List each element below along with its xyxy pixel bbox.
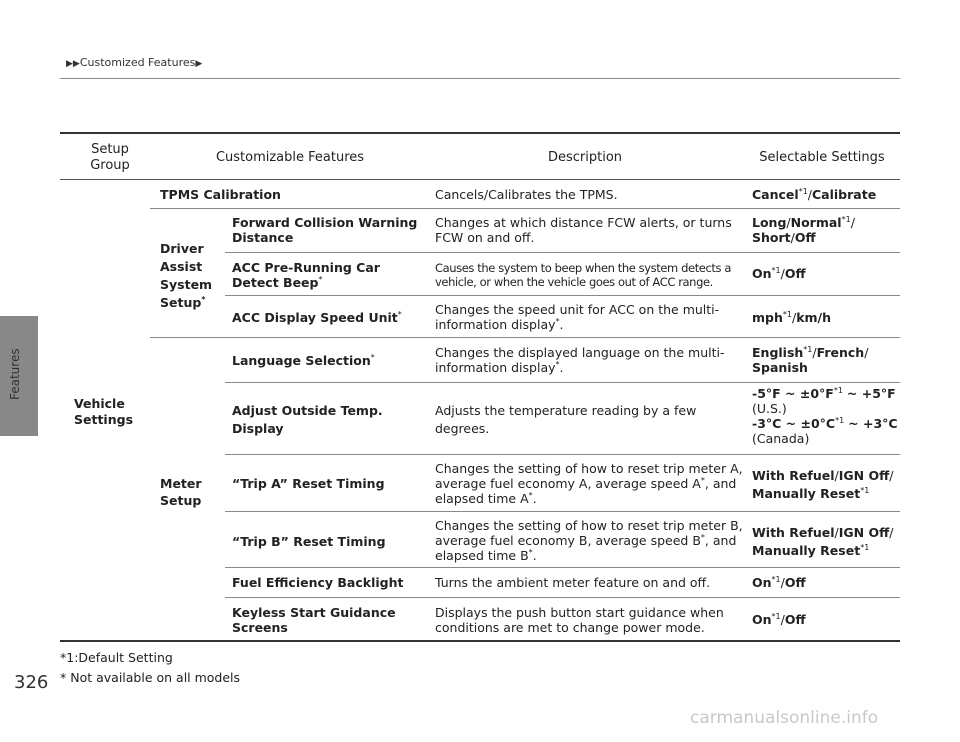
breadcrumb-text: Customized Features	[79, 56, 196, 69]
row-rule	[225, 382, 900, 383]
subgroup-driver-assist: Driver Assist System Setup*	[160, 241, 213, 310]
table-bottom-rule	[60, 640, 900, 642]
settings-trip-a: With Refuel/IGN Off/ Manually Reset$^{*1}$	[752, 468, 894, 501]
desc-acc-beep: Causes the system to beep when the system detects a vehicle, or when the vehicle goes out of ACC range.	[435, 261, 732, 289]
footnote-not-all: * Not available on all models	[60, 670, 241, 685]
watermark: carmanualsonline.info	[690, 708, 879, 728]
feature-fcw: Forward Collision Warning Distance	[232, 215, 418, 245]
settings-trip-b: With Refuel/IGN Off/ Manually Reset$^{*1}$	[752, 525, 894, 558]
header-features: Customizable Features	[215, 150, 365, 165]
settings-acc-beep: On$^{*1}$/Off	[752, 265, 806, 281]
feature-keyless: Keyless Start Guidance Screens	[232, 605, 396, 635]
settings-temp: -5°F ~ $\pm 0^\circ F^{*1}$ ~ +5°F (U.S.) -3°C ~ $\pm 0^\circ C^{*1}$ ~ +3°C (Canada)	[752, 385, 898, 446]
footnote-default: *1:Default Setting	[60, 650, 173, 665]
header-bottom-rule	[60, 179, 900, 180]
breadcrumb: ▶▶Customized Features▶	[66, 56, 203, 69]
settings-keyless: On$^{*1}$/Off	[752, 611, 806, 627]
feature-language: Language Selection*	[232, 352, 375, 368]
header-description: Description	[547, 150, 623, 165]
row-rule	[150, 208, 900, 209]
settings-fuel-backlight: On$^{*1}$/Off	[752, 574, 806, 590]
desc-trip-a: Changes the setting of how to reset trip meter A, average fuel economy A, average speed A*, and elapsed time A*.	[435, 461, 743, 506]
row-rule	[225, 511, 900, 512]
feature-trip-a: “Trip A” Reset Timing	[232, 476, 385, 491]
desc-fcw: Changes at which distance FCW alerts, or turns FCW on and off.	[435, 215, 732, 245]
desc-language: Changes the displayed language on the multi- information display*.	[435, 345, 725, 375]
feature-trip-b: “Trip B” Reset Timing	[232, 534, 386, 549]
settings-language: English$^{*1}$/French/ Spanish	[752, 344, 869, 375]
settings-fcw: Long/Normal$^{*1}$/ Short/Off	[752, 214, 855, 245]
feature-acc-beep: ACC Pre-Running Car Detect Beep*	[232, 260, 380, 290]
subgroup-meter-setup: Meter Setup	[160, 476, 202, 508]
desc-acc-unit: Changes the speed unit for ACC on the multi- information display*.	[435, 302, 720, 332]
row-rule	[225, 252, 900, 253]
row-rule	[225, 295, 900, 296]
desc-keyless: Displays the push button start guidance when conditions are met to change power mode.	[435, 605, 724, 635]
feature-fuel-backlight: Fuel Efficiency Backlight	[232, 575, 404, 590]
settings-acc-unit: mph$^{*1}$/km/h	[752, 309, 831, 325]
row-rule	[225, 597, 900, 598]
feature-tpms: TPMS Calibration	[160, 187, 281, 202]
desc-temp: Adjusts the temperature reading by a few degrees.	[435, 403, 697, 436]
row-rule	[150, 337, 900, 338]
feature-temp: Adjust Outside Temp. Display	[232, 403, 383, 436]
header-rule	[60, 78, 900, 79]
settings-tpms: Cancel$^{*1}$/Calibrate	[752, 186, 877, 202]
group-vehicle-settings: Vehicle Settings	[74, 396, 134, 427]
header-settings: Selectable Settings	[759, 150, 885, 165]
side-tab-label: Features	[8, 348, 22, 400]
table-top-rule	[60, 132, 900, 134]
feature-acc-unit: ACC Display Speed Unit*	[232, 309, 402, 325]
row-rule	[225, 567, 900, 568]
header-setup-group: Setup Group	[90, 142, 130, 173]
page-number: 326	[14, 672, 49, 693]
desc-fuel-backlight: Turns the ambient meter feature on and off.	[435, 575, 711, 590]
row-rule	[225, 454, 900, 455]
desc-trip-b: Changes the setting of how to reset trip meter B, average fuel economy B, average speed B*, and elapsed time B*.	[435, 518, 743, 563]
desc-tpms: Cancels/Calibrates the TPMS.	[435, 187, 618, 202]
